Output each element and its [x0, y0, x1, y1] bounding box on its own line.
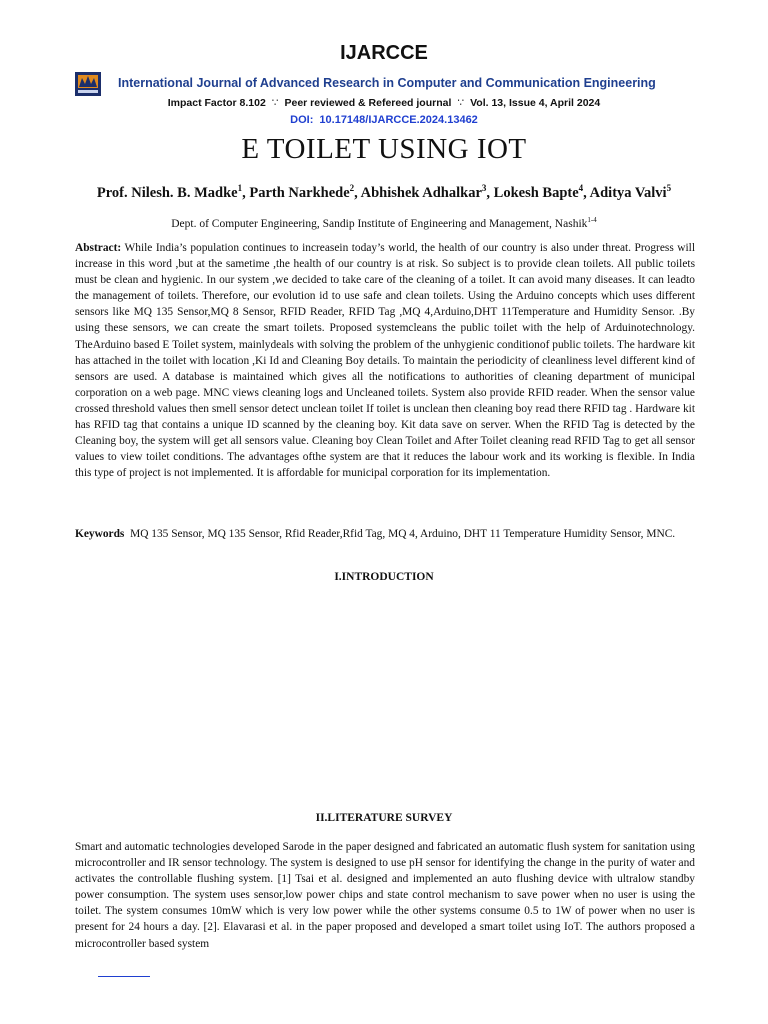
paper-title: E TOILET USING IOT: [241, 133, 527, 165]
keywords-text: MQ 135 Sensor, MQ 135 Sensor, Rfid Reader,Rfid Tag, MQ 4, Arduino, DHT 11 Temperature Humidity Sensor, MNC.: [130, 528, 676, 540]
keywords: [75, 526, 695, 542]
author-list: Prof. Nilesh. B. Madke$^1$, Parth Narkhede$^2$, Abhishek Adhalkar$^3$, Lokesh Bapte$^4$, Aditya Valvi$^5$: [96, 183, 672, 201]
meta-separator: ∵: [457, 97, 465, 109]
author-name: Prof. Nilesh. B. Madke: [96, 184, 238, 201]
abstract-text: While India’s population continues to increasein today’s world, the health of our country is also under threat. Progress will increase in this word ,but at the sametime ,the health of our country is at risk. So subject is to provide clean toilets. All public toilets must be clean and hygienic. In our system ,we decided to take care of the cleaning of a toilet. It can avoid many diseases. It can leadto the management of toilets. Therefore, our evolution id to use safe and clean toilets. Using the Arduino concepts which uses different sensors like MQ 135 Sensor,MQ 8 Sensor, RFID Reader, RFID Tag ,MQ 4,Arduino,DHT 11Temperature and Humidity Sensor. .By using these sensors, we can create the smart toilets. Proposed systemcleans the public toilet with the help of Arduinotechnology. TheArduino based E Toilet system, mainlydeals with solving the problem of the unhygienic conditionof public toilets. The hardware kit has attached in the toilet with location ,Ki Id and Cleaning Boy details. To maintain the periodicity of cleanliness level different kind of sensors are used. A database is maintained which gives all the notifications to authorities of cleaning department of municipal corporation on a web page. MNC views cleaning logs and Uncleaned toilets. System also provide RFID reader. When the sensor value crossed threshold values then smell sensor detect unclean toilet If toilet is unclean then cleaning boy read there RFID tag . Hardware kit has RFID tag that contains a unique ID scanned by the cleaning boy. Kit data save on server. When the RFID Tag is detected by the Cleaning boy, the system will get all sensors value. Cleaning boy Clean Toilet and After Toilet cleaning read RFID Tag to get all sensor values to view toilet conditions. The advantages ofthe system are that it reduces the labour work and its working is flexible. In India this type of project is not implemented. It is affordable for municipal corporation for its implementation.: [75, 242, 695, 480]
author-affil-mark: 3: [481, 183, 487, 193]
author-affil-mark: 4: [578, 183, 584, 193]
literature-survey-text: Smart and automatic technologies developed Sarode in the paper designed and fabricated an automatic flush system for sanitation using microcontroller and IR sensor technology. The system is designed to use pH sensor for identifying the change in the purity of water and activates the controllable flushing system. [1] Tsai et al. designed and implemented an auto flushing device with ultralow standby power consumption. The system uses sensor,low power chips and state control mechanism to save power when no user is using the toilet. The system consumes 10mW which is very low power while the other systems consume 0.5 to 1W of power when no user is present for 24 hours a day. [2]. Elavarasi et al. in the paper proposed and developed a smart toilet using IoT. The authors proposed a microcontroller based system: [75, 841, 695, 950]
volume-issue: Vol. 13, Issue 4, April 2024: [470, 97, 601, 109]
abstract: [75, 240, 695, 481]
impact-factor: Impact Factor 8.102: [167, 97, 266, 109]
journal-meta-line: [0, 97, 768, 109]
doi-link[interactable]: 10.17148/IJARCCE.2024.13462: [319, 114, 478, 126]
affiliation-text: Dept. of Computer Engineering, Sandip Institute of Engineering and Management, Nashik: [171, 217, 588, 230]
doi-line: [0, 114, 768, 126]
doi-label: DOI:: [290, 114, 314, 126]
abstract-label: Abstract:: [75, 242, 122, 254]
affiliation-mark: 1-4: [587, 216, 597, 224]
section-heading-literature-survey: II.LITERATURE SURVEY: [315, 812, 453, 824]
author-affil-mark: 2: [349, 183, 355, 193]
meta-separator: ∵: [271, 97, 279, 109]
author-affil-mark: 1: [237, 183, 243, 193]
author-name: Abhishek Adhalkar: [360, 184, 482, 201]
journal-full-name: International Journal of Advanced Research in Computer and Communication Engineering: [118, 76, 656, 90]
keywords-label: Keywords: [75, 528, 125, 540]
section-heading-introduction: I.INTRODUCTION: [334, 571, 434, 583]
affiliation: [0, 216, 768, 230]
review-status: Peer reviewed & Refereed journal: [284, 97, 452, 109]
author-affil-mark: 5: [666, 183, 672, 193]
footnote-divider: [98, 976, 150, 977]
author-name: Parth Narkhede: [249, 184, 350, 201]
author-name: Aditya Valvi: [589, 184, 667, 201]
ijarcce-logo-icon: [75, 72, 101, 96]
journal-short-name: IJARCCE: [340, 42, 428, 64]
author-name: Lokesh Bapte: [493, 184, 579, 201]
